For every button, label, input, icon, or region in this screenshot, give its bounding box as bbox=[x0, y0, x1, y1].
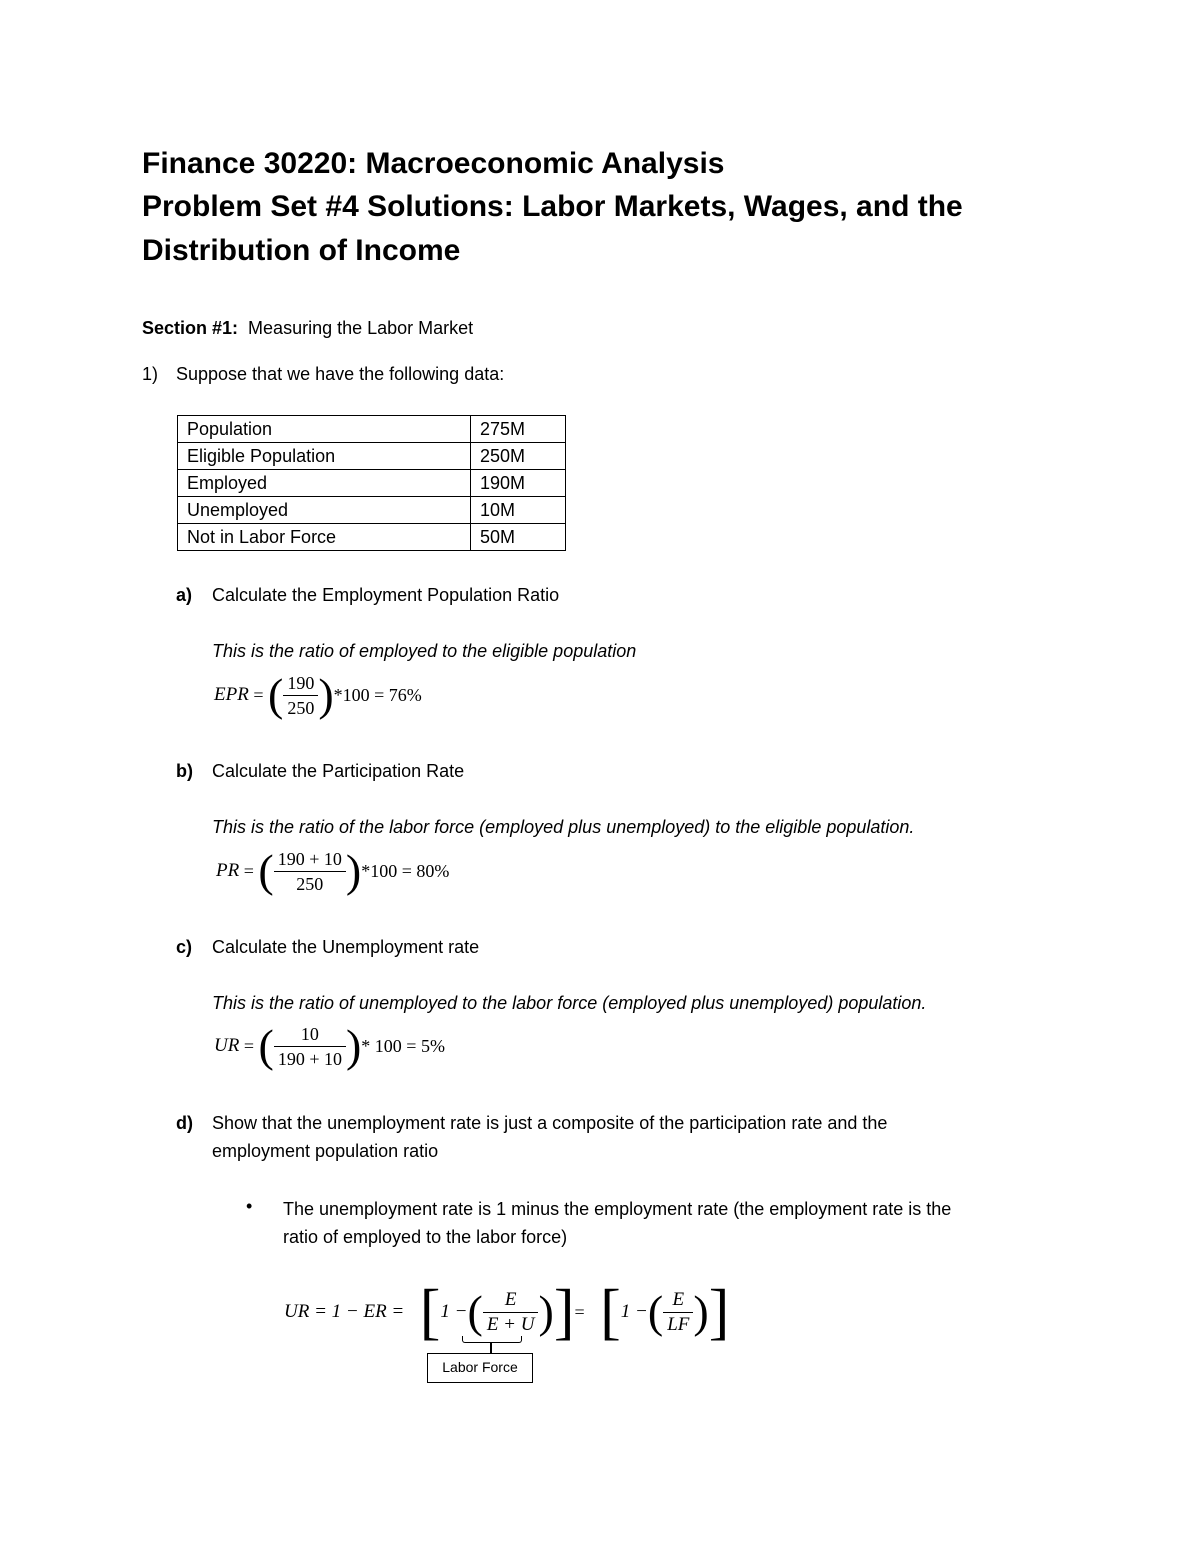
underbrace bbox=[462, 1336, 522, 1343]
epr-symbol: EPR bbox=[214, 684, 249, 705]
table-row bbox=[178, 524, 566, 551]
pr-denominator: 250 bbox=[296, 873, 324, 894]
part-c-letter: c) bbox=[176, 937, 193, 957]
row-label: Eligible Population bbox=[178, 443, 471, 470]
epr-result: *100 = 76% bbox=[333, 684, 422, 705]
section-heading bbox=[142, 316, 473, 340]
er-fraction-1 bbox=[483, 1288, 539, 1337]
equals-sign: = bbox=[574, 1301, 585, 1322]
pr-symbol: PR bbox=[216, 860, 240, 881]
pr-fraction bbox=[274, 847, 346, 896]
epr-fraction bbox=[283, 671, 318, 720]
epr-denominator: 250 bbox=[287, 697, 315, 718]
pr-result: *100 = 80% bbox=[361, 860, 450, 881]
er-denominator-1: E + U bbox=[486, 1313, 535, 1335]
bullet-text-line2: ratio of employed to the labor force) bbox=[283, 1227, 568, 1247]
part-b-prompt: Calculate the Participation Rate bbox=[212, 761, 465, 781]
labor-force-annotation: Labor Force bbox=[427, 1353, 533, 1383]
er-fraction-2 bbox=[663, 1288, 693, 1337]
ur-denominator: 190 + 10 bbox=[277, 1048, 342, 1069]
document-title-line1: Finance 30220: Macroeconomic Analysis bbox=[142, 147, 725, 180]
bullet-text-line1: The unemployment rate is 1 minus the employment rate (the employment rate is the bbox=[283, 1199, 952, 1219]
part-d-equation: UR = 1 − ER = [ 1 − ( $\frac{E}{E + U}$ ) ] = [ 1 − ( $\frac{E}{LF}$ ) ] bbox=[284, 1278, 730, 1346]
part-a-letter: a) bbox=[176, 585, 193, 605]
row-label: Unemployed bbox=[178, 497, 471, 524]
row-value: 10M bbox=[471, 497, 566, 524]
table-row bbox=[178, 470, 566, 497]
row-value: 275M bbox=[471, 416, 566, 443]
ur-symbol: UR bbox=[214, 1035, 240, 1056]
ur-er-expression: UR = 1 − ER = bbox=[284, 1301, 405, 1322]
part-c-equation: UR = ( $\frac{10}{190 + 10}$ ) * 100 = 5% bbox=[214, 1020, 445, 1071]
row-label: Employed bbox=[178, 470, 471, 497]
row-value: 50M bbox=[471, 524, 566, 551]
bullet-dot: • bbox=[246, 1196, 253, 1216]
part-d-prompt-line2: employment population ratio bbox=[212, 1141, 439, 1161]
ur-fraction bbox=[274, 1022, 346, 1071]
part-b-explanation: This is the ratio of the labor force (employed plus unemployed) to the eligible population. bbox=[212, 817, 915, 837]
brace-connector bbox=[490, 1342, 492, 1353]
one-minus-1: 1 − bbox=[440, 1301, 468, 1322]
er-denominator-2: LF bbox=[667, 1313, 690, 1335]
document-title-line2: Problem Set #4 Solutions: Labor Markets, Wages, and the bbox=[142, 190, 963, 223]
er-numerator-1: E bbox=[504, 1288, 517, 1310]
row-label: Population bbox=[178, 416, 471, 443]
ur-result: * 100 = 5% bbox=[361, 1035, 445, 1056]
row-label: Not in Labor Force bbox=[178, 524, 471, 551]
labor-data-table bbox=[177, 415, 566, 551]
table-row bbox=[178, 416, 566, 443]
table-row bbox=[178, 443, 566, 470]
one-minus-2: 1 − bbox=[620, 1301, 648, 1322]
row-value: 190M bbox=[471, 470, 566, 497]
document-title-line3: Distribution of Income bbox=[142, 234, 461, 267]
er-numerator-2: E bbox=[672, 1288, 685, 1310]
section-name: Measuring the Labor Market bbox=[248, 318, 474, 338]
pr-numerator: 190 + 10 bbox=[277, 848, 342, 869]
part-b-letter: b) bbox=[176, 761, 193, 781]
part-d-letter: d) bbox=[176, 1113, 193, 1133]
question-text: Suppose that we have the following data: bbox=[176, 364, 505, 384]
question-number: 1) bbox=[142, 364, 159, 384]
table-row bbox=[178, 497, 566, 524]
ur-numerator: 10 bbox=[300, 1023, 319, 1044]
section-label: Section #1: bbox=[142, 318, 239, 338]
part-d-prompt-line1: Show that the unemployment rate is just a composite of the participation rate and the bbox=[212, 1113, 888, 1133]
row-value: 250M bbox=[471, 443, 566, 470]
part-b-equation: PR = ( $\frac{190 + 10}{250}$ ) *100 = 80% bbox=[216, 845, 450, 896]
part-c-explanation: This is the ratio of unemployed to the labor force (employed plus unemployed) population. bbox=[212, 993, 927, 1013]
epr-numerator: 190 bbox=[287, 672, 315, 693]
part-a-explanation: This is the ratio of employed to the eligible population bbox=[212, 641, 637, 661]
part-c-prompt: Calculate the Unemployment rate bbox=[212, 937, 480, 957]
part-a-prompt: Calculate the Employment Population Ratio bbox=[212, 585, 560, 605]
part-a-equation: EPR = ( $\frac{190}{250}$ ) *100 = 76% bbox=[214, 669, 422, 720]
